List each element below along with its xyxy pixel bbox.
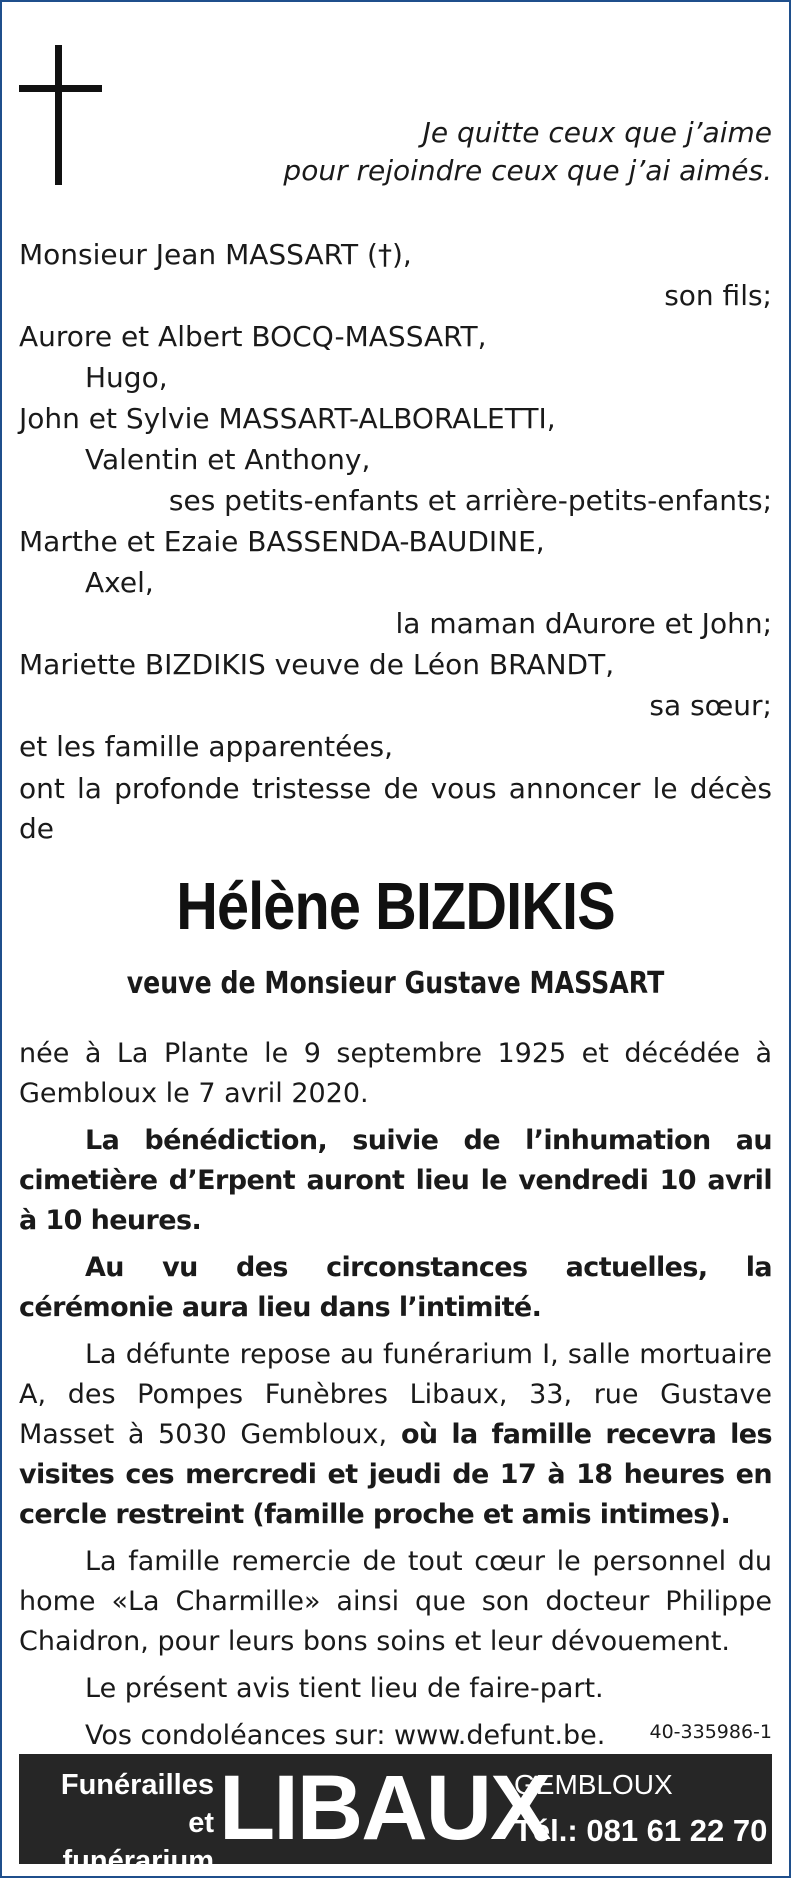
announcement-text: ont la profonde tristesse de vous annoncer le décès de <box>19 772 772 845</box>
family-line: John et Sylvie MASSART-ALBORALETTI, <box>19 402 556 435</box>
thanks-paragraph: La famille remercie de tout cœur le personnel du home «La Charmille» ainsi que son docteur Philippe Chaidron, pour leurs bons soins et leur dévouement. <box>19 1546 772 1657</box>
rest-location-text: La défunte repose au funérarium I, salle mortuaire A, des Pompes Funèbres Libaux, 33, rue Gustave Masset à 5030 Gembloux, <box>19 1339 772 1450</box>
banner-label-line: Funérailles <box>60 1769 214 1801</box>
quote-line: Je quitte ceux que j’aime <box>422 116 772 149</box>
banner-label-line: et funérarium <box>62 1807 214 1877</box>
deceased-name: Hélène BIZDIKIS <box>176 869 615 944</box>
brand-logo: LIBAUX <box>219 1757 550 1859</box>
rest-paragraph <box>19 1335 772 1535</box>
family-relation: son fils; <box>664 279 772 312</box>
birth-death-paragraph: née à La Plante le 9 septembre 1925 et décédée à Gembloux le 7 avril 2020. <box>19 1038 772 1109</box>
banner-city: GEMBLOUX <box>514 1769 673 1800</box>
family-relation: ses petits-enfants et arrière-petits-enfants; <box>168 484 772 517</box>
visits-text: où la famille recevra les visites ces mercredi et jeudi de 17 à 18 heures en cercle restreint (famille proche et amis intimes). <box>19 1419 772 1530</box>
family-line: Aurore et Albert BOCQ-MASSART, <box>19 320 487 353</box>
family-line: Mariette BIZDIKIS veuve de Léon BRANDT, <box>19 648 615 681</box>
deceased-widow-of: veuve de Monsieur Gustave MASSART <box>126 966 665 1001</box>
family-relation: la maman dAurore et John; <box>395 607 772 640</box>
quote-line: pour rejoindre ceux que j’ai aimés. <box>283 154 772 187</box>
family-line: Hugo, <box>85 361 168 394</box>
family-list <box>19 234 772 849</box>
epigraph-quote <box>283 114 772 190</box>
banner-label <box>29 1766 214 1878</box>
condolences-paragraph: Vos condoléances sur: www.defunt.be. <box>85 1720 606 1751</box>
banner-phone: Tél.: 081 61 22 70 <box>514 1813 768 1848</box>
notice-body <box>19 1034 772 1763</box>
intimacy-paragraph: Au vu des circonstances actuelles, la cérémonie aura lieu dans l’intimité. <box>19 1252 772 1323</box>
family-line: et les famille apparentées, <box>19 730 394 763</box>
family-line: Valentin et Anthony, <box>85 443 371 476</box>
family-relation: sa sœur; <box>649 689 772 722</box>
notice-paragraph: Le présent avis tient lieu de faire-part. <box>85 1673 604 1704</box>
funeral-home-banner <box>19 1754 772 1877</box>
reference-number: 40-335986-1 <box>649 1721 772 1743</box>
ceremony-paragraph: La bénédiction, suivie de l’inhumation au cimetière d’Erpent auront lieu le vendredi 10 avril à 10 heures. <box>19 1125 772 1236</box>
family-line: Axel, <box>85 566 154 599</box>
family-line: Monsieur Jean MASSART (†), <box>19 238 412 271</box>
family-line: Marthe et Ezaie BASSENDA-BAUDINE, <box>19 525 545 558</box>
